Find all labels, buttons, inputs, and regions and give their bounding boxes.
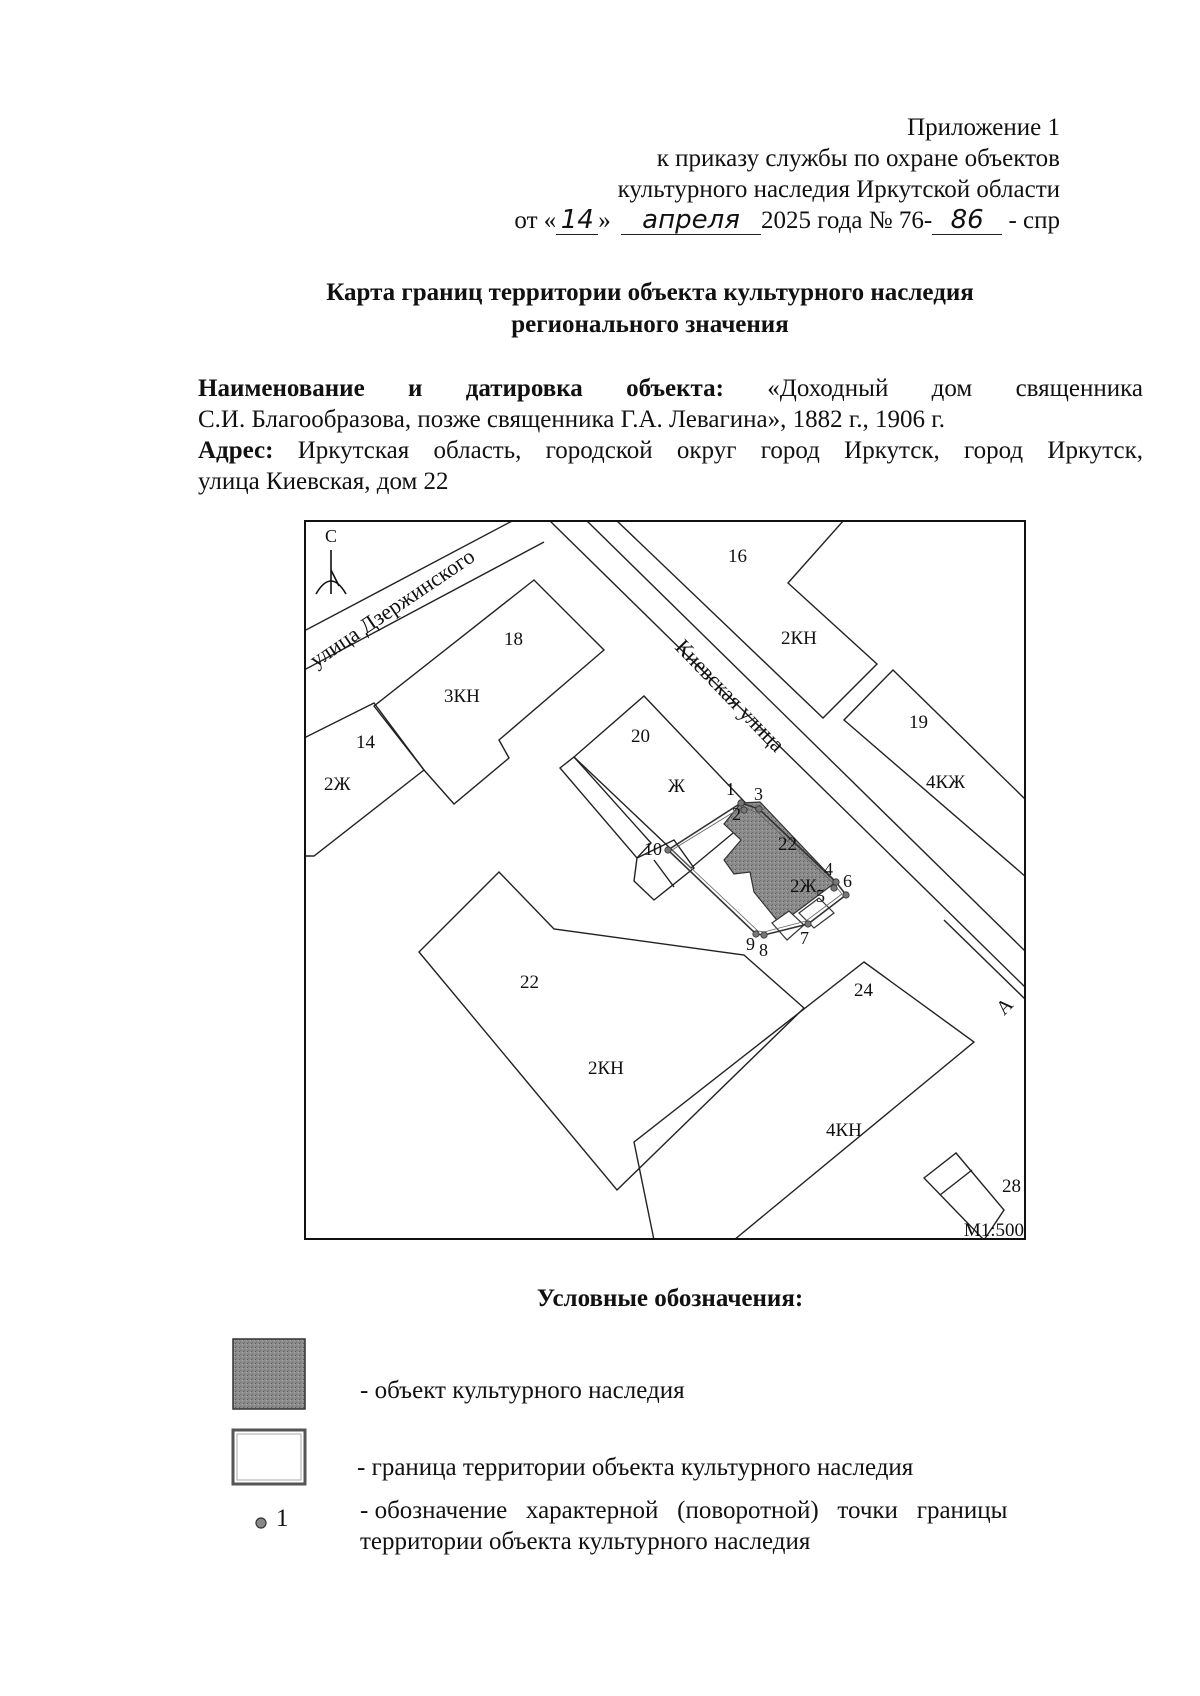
point-label-9: 9 xyxy=(746,934,755,954)
building-num-24: 24 xyxy=(854,980,873,1001)
building-28-line xyxy=(940,1170,972,1195)
appendix-line1: Приложение 1 xyxy=(907,114,1060,141)
legend-boundary-swatch xyxy=(231,1428,307,1486)
legend-item-point xyxy=(360,1495,1123,1557)
object-address-line1 xyxy=(198,435,1143,466)
address-value-2: улица Киевская, дом 22 xyxy=(198,468,449,495)
point-4-marker xyxy=(833,879,839,885)
legend-item-boundary: - граница территории объекта культурного наследия xyxy=(357,1454,914,1481)
legend-item-heritage: - объект культурного наследия xyxy=(360,1377,685,1404)
building-num-22-heritage: 22 xyxy=(778,834,797,855)
building-num-14: 14 xyxy=(356,732,375,753)
day-suffix: » xyxy=(598,207,611,234)
legend-item-point-line2: территории объекта культурного наследия xyxy=(360,1528,811,1555)
building-type-24: 4КН xyxy=(826,1120,862,1141)
building-num-19: 19 xyxy=(909,712,928,733)
appendix-line3: культурного наследия Иркутской области xyxy=(617,176,1060,203)
map-scale: М1:500 xyxy=(963,1220,1024,1240)
appendix-line2: к приказу службы по охране объектов xyxy=(656,145,1060,172)
object-name-value-2: С.И. Благообразова, позже священника Г.А. Левагина», 1882 г., 1906 г. xyxy=(198,406,945,433)
point-10-marker xyxy=(665,847,671,853)
north-label: С xyxy=(325,526,338,546)
point-label-1: 1 xyxy=(726,779,735,799)
building-num-22: 22 xyxy=(520,972,539,993)
building-type-14: 2Ж xyxy=(324,774,351,795)
legend-heritage-swatch xyxy=(232,1338,306,1410)
appendix-date-line xyxy=(514,205,1060,236)
point-5-marker xyxy=(831,885,837,891)
order-suffix: - спр xyxy=(1008,207,1060,234)
building-num-16: 16 xyxy=(728,546,747,567)
map-frame xyxy=(305,521,1025,1239)
legend-item-point-line1: - обозначение характерной (поворотной) точки границы xyxy=(360,1497,1008,1524)
title-line1: Карта границ территории объекта культурного наследия xyxy=(326,279,974,306)
year-text: 2025 года № 76- xyxy=(761,207,933,234)
building-14 xyxy=(304,703,424,856)
street-label-kievskaya: Киевская улица xyxy=(670,634,791,757)
point-8-marker xyxy=(761,932,767,938)
north-arrow-icon xyxy=(316,550,346,594)
legend-point-label: 1 xyxy=(276,1505,289,1532)
building-24 xyxy=(634,962,974,1240)
boundary-map xyxy=(304,520,1026,1240)
title-line2: регионального значения xyxy=(511,311,789,338)
point-7-marker xyxy=(805,921,811,927)
object-name-value-1: «Доходный дом священника xyxy=(767,375,1143,402)
legend-point-icon xyxy=(254,1516,268,1530)
section-line xyxy=(944,920,1026,1000)
point-label-3: 3 xyxy=(754,784,763,804)
point-label-7: 7 xyxy=(800,928,809,948)
point-3-marker xyxy=(756,806,762,812)
point-label-8: 8 xyxy=(759,940,768,960)
point-label-6: 6 xyxy=(843,871,852,891)
legend-title: Условные обозначения: xyxy=(536,1285,804,1312)
point-2-marker xyxy=(741,807,747,813)
building-20-wing xyxy=(560,757,651,858)
building-type-19: 4КЖ xyxy=(926,772,966,793)
building-20-annex xyxy=(634,840,694,900)
appendix-header xyxy=(514,112,1060,236)
section-mark: А xyxy=(991,993,1018,1020)
building-type-18: 3КН xyxy=(444,686,480,707)
handwritten-number: 86 xyxy=(932,206,1002,235)
building-num-20: 20 xyxy=(631,726,650,747)
building-type-22-heritage: 2Ж xyxy=(790,876,817,897)
building-type-20: Ж xyxy=(668,776,686,797)
building-type-16: 2КН xyxy=(781,628,817,649)
point-label-2: 2 xyxy=(732,804,741,824)
annex-divider xyxy=(654,860,674,887)
building-num-18: 18 xyxy=(504,629,523,650)
street-label-dzerzhinskogo: улица Дзержинского xyxy=(304,543,480,673)
point-6-marker xyxy=(843,892,849,898)
object-name-line1 xyxy=(198,373,1143,404)
date-prefix: от « xyxy=(514,207,557,234)
address-value-1: Иркутская область, городской округ город Иркутск, город Иркутск, xyxy=(297,437,1143,464)
address-label: Адрес: xyxy=(198,437,274,464)
point-label-4: 4 xyxy=(824,859,833,879)
handwritten-day: 14 xyxy=(556,206,598,235)
handwritten-month: апреля xyxy=(621,206,761,235)
object-name-label: Наименование и датировка объекта: xyxy=(198,375,724,402)
building-type-22: 2КН xyxy=(588,1058,624,1079)
building-num-28: 28 xyxy=(1002,1176,1021,1197)
point-label-10: 10 xyxy=(644,839,662,859)
object-description xyxy=(198,373,1143,497)
page-title xyxy=(0,277,1200,341)
point-label-5: 5 xyxy=(816,886,825,906)
